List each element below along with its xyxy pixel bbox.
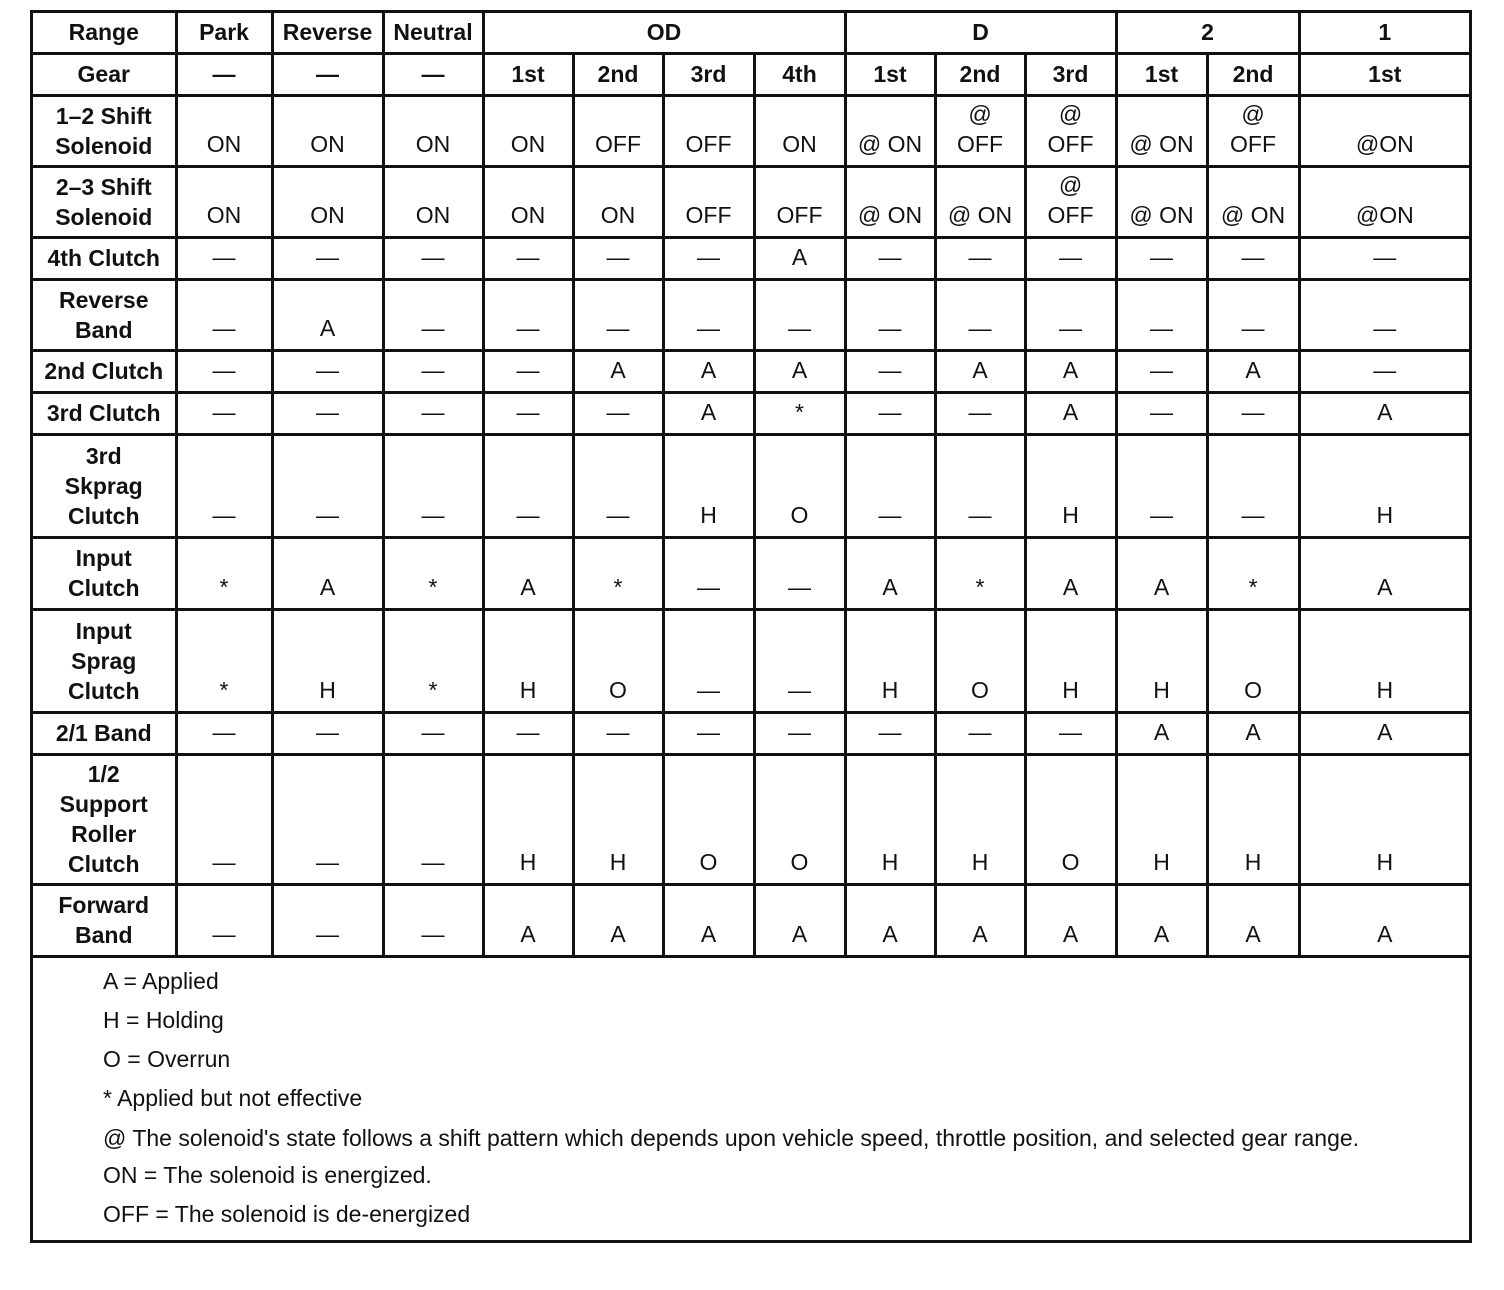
component-label: Forward Band: [33, 884, 176, 956]
component-label: Input Clutch: [33, 537, 176, 609]
state-cell: —: [272, 350, 383, 392]
state-cell: A: [483, 884, 573, 956]
gear-row: [33, 53, 1469, 95]
component-row: [33, 884, 1469, 956]
legend: [33, 958, 1469, 1240]
state-cell: @ ON: [1116, 166, 1207, 237]
gear-label: Gear: [33, 53, 176, 95]
state-cell: ON: [176, 166, 272, 237]
state-cell: —: [845, 712, 935, 754]
state-cell: —: [176, 884, 272, 956]
state-cell: ON: [754, 95, 845, 166]
state-cell: A: [1299, 712, 1469, 754]
state-cell: *: [935, 537, 1025, 609]
component-row: [33, 537, 1469, 609]
legend-not-effective: * Applied but not effective: [103, 1084, 363, 1111]
state-cell: —: [573, 392, 663, 434]
state-cell: —: [1299, 237, 1469, 279]
state-cell: —: [176, 712, 272, 754]
state-cell: H: [483, 609, 573, 712]
state-cell: OFF: [663, 166, 754, 237]
state-cell: ON: [483, 95, 573, 166]
state-cell: —: [1207, 434, 1299, 537]
state-cell: O: [573, 609, 663, 712]
state-cell: —: [1207, 279, 1299, 350]
state-cell: —: [935, 392, 1025, 434]
state-cell: —: [1299, 279, 1469, 350]
state-cell: @ ON: [1207, 166, 1299, 237]
legend-holding: H = Holding: [103, 1006, 224, 1033]
state-cell: —: [663, 279, 754, 350]
chart-body: [33, 13, 1469, 956]
state-cell: OFF: [754, 166, 845, 237]
state-cell: H: [573, 754, 663, 884]
state-cell: —: [935, 434, 1025, 537]
state-cell: *: [1207, 537, 1299, 609]
component-row: [33, 392, 1469, 434]
state-cell: *: [176, 609, 272, 712]
state-cell: —: [1299, 350, 1469, 392]
gear-cell: 4th: [754, 53, 845, 95]
component-row: [33, 609, 1469, 712]
gear-cell: 2nd: [935, 53, 1025, 95]
state-cell: A: [1025, 884, 1116, 956]
state-cell: —: [754, 609, 845, 712]
state-cell: —: [754, 279, 845, 350]
state-cell: A: [1207, 884, 1299, 956]
range-row: [33, 13, 1469, 53]
state-cell: —: [176, 392, 272, 434]
range-park: Park: [176, 13, 272, 53]
state-cell: —: [663, 712, 754, 754]
component-row: [33, 350, 1469, 392]
state-cell: H: [1025, 434, 1116, 537]
state-cell: @ ON: [935, 166, 1025, 237]
range-1: 1: [1299, 13, 1469, 53]
state-cell: —: [663, 237, 754, 279]
state-cell: A: [754, 237, 845, 279]
state-cell: —: [573, 434, 663, 537]
gear-cell: 1st: [483, 53, 573, 95]
state-cell: —: [483, 712, 573, 754]
state-cell: —: [383, 237, 483, 279]
state-cell: H: [1299, 609, 1469, 712]
state-cell: —: [272, 712, 383, 754]
state-cell: —: [383, 279, 483, 350]
state-cell: O: [935, 609, 1025, 712]
gear-cell: 1st: [1299, 53, 1469, 95]
state-cell: —: [1116, 392, 1207, 434]
state-cell: ON: [176, 95, 272, 166]
state-cell: —: [573, 279, 663, 350]
gear-cell: 2nd: [1207, 53, 1299, 95]
state-cell: —: [1207, 237, 1299, 279]
state-cell: @ OFF: [1025, 166, 1116, 237]
state-cell: —: [754, 537, 845, 609]
range-2: 2: [1116, 13, 1299, 53]
component-label: Reverse Band: [33, 279, 176, 350]
state-cell: —: [1116, 279, 1207, 350]
state-cell: H: [845, 754, 935, 884]
state-cell: —: [1025, 279, 1116, 350]
legend-on: ON = The solenoid is energized.: [103, 1161, 432, 1188]
state-cell: ON: [272, 95, 383, 166]
component-label: Input Sprag Clutch: [33, 609, 176, 712]
chart-table: [33, 13, 1469, 958]
state-cell: A: [1299, 884, 1469, 956]
state-cell: A: [1207, 350, 1299, 392]
state-cell: —: [845, 392, 935, 434]
gear-cell: 3rd: [1025, 53, 1116, 95]
component-row: [33, 237, 1469, 279]
state-cell: —: [483, 237, 573, 279]
state-cell: A: [1025, 537, 1116, 609]
state-cell: *: [383, 609, 483, 712]
state-cell: O: [663, 754, 754, 884]
clutch-application-chart: [30, 10, 1472, 1243]
state-cell: A: [663, 884, 754, 956]
state-cell: H: [1116, 754, 1207, 884]
component-row: [33, 279, 1469, 350]
state-cell: @ON: [1299, 95, 1469, 166]
state-cell: A: [845, 884, 935, 956]
component-row: [33, 754, 1469, 884]
state-cell: —: [663, 537, 754, 609]
component-label: 2nd Clutch: [33, 350, 176, 392]
state-cell: @ ON: [845, 166, 935, 237]
state-cell: —: [845, 237, 935, 279]
state-cell: H: [1299, 434, 1469, 537]
state-cell: A: [845, 537, 935, 609]
component-row: [33, 166, 1469, 237]
state-cell: ON: [383, 95, 483, 166]
state-cell: H: [1025, 609, 1116, 712]
gear-cell: 2nd: [573, 53, 663, 95]
state-cell: ON: [573, 166, 663, 237]
gear-cell: 1st: [1116, 53, 1207, 95]
state-cell: H: [845, 609, 935, 712]
state-cell: A: [1025, 350, 1116, 392]
state-cell: ON: [483, 166, 573, 237]
state-cell: O: [1207, 609, 1299, 712]
state-cell: @ OFF: [1207, 95, 1299, 166]
state-cell: *: [176, 537, 272, 609]
legend-solenoid-state: @ The solenoid's state follows a shift pattern which depends upon vehicle speed, throttle position, and selected gear range.: [103, 1124, 1360, 1151]
state-cell: —: [383, 712, 483, 754]
range-label: Range: [33, 13, 176, 53]
component-label: 2–3 Shift Solenoid: [33, 166, 176, 237]
state-cell: —: [176, 434, 272, 537]
state-cell: —: [383, 884, 483, 956]
state-cell: —: [383, 350, 483, 392]
state-cell: @ OFF: [1025, 95, 1116, 166]
state-cell: @ OFF: [935, 95, 1025, 166]
state-cell: H: [1299, 754, 1469, 884]
state-cell: —: [573, 237, 663, 279]
legend-off: OFF = The solenoid is de-energized: [103, 1200, 471, 1227]
state-cell: A: [1025, 392, 1116, 434]
state-cell: A: [1207, 712, 1299, 754]
state-cell: —: [272, 754, 383, 884]
state-cell: —: [754, 712, 845, 754]
state-cell: ON: [272, 166, 383, 237]
legend-overrun: O = Overrun: [103, 1045, 231, 1072]
state-cell: *: [573, 537, 663, 609]
component-row: [33, 712, 1469, 754]
component-label: 3rd Skprag Clutch: [33, 434, 176, 537]
state-cell: —: [483, 392, 573, 434]
state-cell: H: [1207, 754, 1299, 884]
state-cell: —: [383, 434, 483, 537]
state-cell: A: [1116, 712, 1207, 754]
component-label: 1–2 Shift Solenoid: [33, 95, 176, 166]
gear-cell: 3rd: [663, 53, 754, 95]
state-cell: @ON: [1299, 166, 1469, 237]
legend-applied: A = Applied: [103, 967, 219, 994]
state-cell: A: [663, 350, 754, 392]
state-cell: —: [483, 350, 573, 392]
state-cell: O: [754, 754, 845, 884]
range-reverse: Reverse: [272, 13, 383, 53]
component-row: [33, 434, 1469, 537]
component-row: [33, 95, 1469, 166]
state-cell: —: [272, 237, 383, 279]
state-cell: —: [272, 392, 383, 434]
gear-cell: 1st: [845, 53, 935, 95]
state-cell: —: [383, 392, 483, 434]
component-label: 3rd Clutch: [33, 392, 176, 434]
state-cell: A: [573, 350, 663, 392]
state-cell: —: [663, 609, 754, 712]
state-cell: @ ON: [1116, 95, 1207, 166]
state-cell: —: [1025, 712, 1116, 754]
state-cell: A: [483, 537, 573, 609]
state-cell: —: [483, 279, 573, 350]
state-cell: —: [1116, 237, 1207, 279]
state-cell: —: [845, 279, 935, 350]
state-cell: —: [272, 884, 383, 956]
state-cell: H: [935, 754, 1025, 884]
state-cell: —: [573, 712, 663, 754]
state-cell: —: [1116, 350, 1207, 392]
state-cell: A: [1299, 392, 1469, 434]
gear-cell: —: [272, 53, 383, 95]
state-cell: OFF: [663, 95, 754, 166]
state-cell: H: [483, 754, 573, 884]
state-cell: A: [272, 537, 383, 609]
state-cell: A: [1116, 884, 1207, 956]
state-cell: *: [754, 392, 845, 434]
state-cell: A: [573, 884, 663, 956]
state-cell: H: [1116, 609, 1207, 712]
state-cell: —: [1116, 434, 1207, 537]
gear-cell: —: [176, 53, 272, 95]
component-label: 1/2 Support Roller Clutch: [33, 754, 176, 884]
range-od: OD: [483, 13, 845, 53]
state-cell: —: [845, 350, 935, 392]
state-cell: A: [754, 350, 845, 392]
component-label: 4th Clutch: [33, 237, 176, 279]
state-cell: —: [935, 712, 1025, 754]
state-cell: H: [663, 434, 754, 537]
state-cell: A: [1299, 537, 1469, 609]
gear-cell: —: [383, 53, 483, 95]
state-cell: A: [1116, 537, 1207, 609]
state-cell: —: [935, 237, 1025, 279]
state-cell: A: [272, 279, 383, 350]
state-cell: O: [1025, 754, 1116, 884]
state-cell: —: [176, 279, 272, 350]
component-label: 2/1 Band: [33, 712, 176, 754]
state-cell: —: [176, 237, 272, 279]
state-cell: —: [483, 434, 573, 537]
range-d: D: [845, 13, 1116, 53]
state-cell: —: [272, 434, 383, 537]
state-cell: —: [1025, 237, 1116, 279]
state-cell: —: [176, 754, 272, 884]
state-cell: —: [383, 754, 483, 884]
state-cell: O: [754, 434, 845, 537]
state-cell: A: [935, 884, 1025, 956]
state-cell: ON: [383, 166, 483, 237]
state-cell: A: [935, 350, 1025, 392]
state-cell: —: [176, 350, 272, 392]
state-cell: H: [272, 609, 383, 712]
state-cell: —: [1207, 392, 1299, 434]
state-cell: —: [935, 279, 1025, 350]
state-cell: @ ON: [845, 95, 935, 166]
state-cell: A: [663, 392, 754, 434]
state-cell: OFF: [573, 95, 663, 166]
state-cell: —: [845, 434, 935, 537]
range-neutral: Neutral: [383, 13, 483, 53]
state-cell: *: [383, 537, 483, 609]
state-cell: A: [754, 884, 845, 956]
